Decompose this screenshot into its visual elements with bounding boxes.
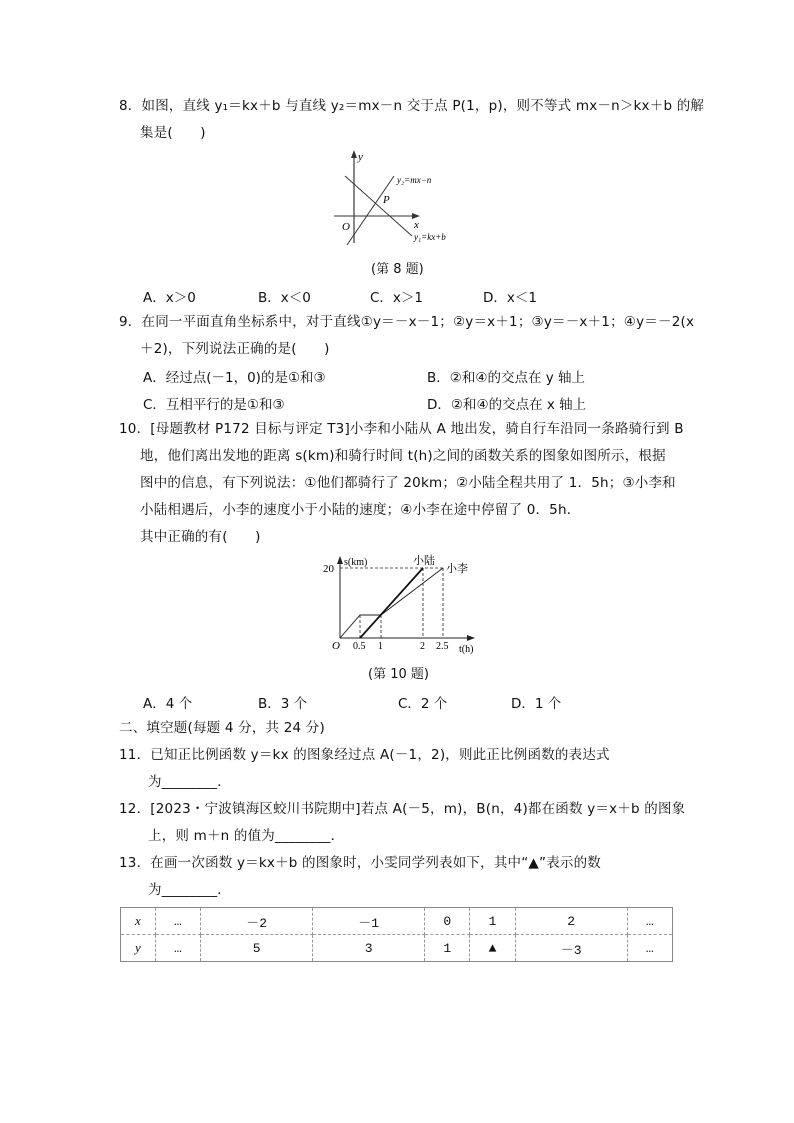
q13-value-table [120,907,673,962]
q8-origin-label: O [342,221,350,233]
q10-x-tick-2.5: 2.5 [436,641,449,652]
table-row-y [121,935,673,962]
q10-option-c[interactable]: C．2 个 [398,696,448,712]
q10-stem-line3: 图中的信息，有下列说法：①他们都骑行了 20km；②小陆全程共用了 1．5h；③小李和 [140,475,676,491]
q10-series-lu-label: 小陆 [413,554,435,567]
q10-y-tick-20: 20 [323,563,334,575]
q10-figure-caption: (第 10 题) [368,667,429,682]
q10-x-tick-2: 2 [420,641,425,652]
q13-stem-line1: 13．在画一次函数 y＝kx＋b 的图象时，小雯同学列表如下，其中“▲”表示的数 [119,855,601,871]
table-cell: … [155,908,200,935]
table-cell: －3 [515,935,627,962]
triangle-placeholder-icon: ▲ [470,935,515,962]
q11-stem-line1: 11．已知正比例函数 y＝kx 的图象经过点 A(－1，2)，则此正比例函数的表达式 [119,747,610,763]
q12-stem-line2: 上，则 m＋n 的值为________． [148,828,345,844]
table-cell: －2 [201,908,313,935]
q9-option-a[interactable]: A．经过点(－1，0)的是①和③ [143,370,326,386]
q8-y-axis-label: y [358,151,363,163]
q9-stem-line2: ＋2)，下列说法正确的是( ) [140,341,330,357]
q10-stem-line4: 小陆相遇后，小李的速度小于小陆的速度；④小李在途中停留了 0．5h． [140,502,581,518]
q9-option-d[interactable]: D．②和④的交点在 x 轴上 [427,397,587,413]
table-cell: y [121,935,156,962]
q10-option-a[interactable]: A．4 个 [143,696,193,712]
q9-option-c[interactable]: C．互相平行的是①和③ [143,397,285,413]
table-cell: 0 [425,908,470,935]
q10-x-tick-0.5: 0.5 [353,641,366,652]
q8-option-a[interactable]: A．x＞0 [143,290,196,306]
table-cell: 1 [470,908,515,935]
q8-figure-caption: (第 8 题) [371,262,424,277]
q8-figure [330,148,470,248]
q12-stem-line1: 12．[2023・宁波镇海区蛟川书院期中]若点 A(－5，m)，B(n，4)都在函数 y＝x＋b 的图象 [119,801,686,817]
q10-option-b[interactable]: B．3 个 [258,696,308,712]
q8-option-d[interactable]: D．x＜1 [483,290,537,306]
q8-line2-label: y₂=mx−n [397,175,432,185]
table-cell: 2 [515,908,627,935]
table-cell: 5 [201,935,313,962]
table-cell: … [627,908,672,935]
section-2-title: 二、填空题(每题 4 分，共 24 分) [119,720,325,736]
q8-option-b[interactable]: B．x＜0 [258,290,311,306]
q10-series-li-label: 小李 [446,562,468,575]
table-cell: … [155,935,200,962]
q13-stem-line2: 为________． [148,882,231,898]
table-cell: －1 [313,908,425,935]
q9-stem-line1: 9．在同一平面直角坐标系中，对于直线①y＝－x－1；②y＝x＋1；③y＝－x＋1；④y＝－2(x [119,314,695,330]
q10-stem-line2: 地，他们离出发地的距离 s(km)和骑行时间 t(h)之间的函数关系的图象如图所示，根据 [140,448,666,464]
table-row-x [121,908,673,935]
q8-stem-line2: 集是( ) [140,125,206,141]
q10-y-axis-label: s(km) [344,557,368,568]
q10-figure [315,552,485,657]
q8-x-axis-label: x [414,219,419,231]
table-cell: … [627,935,672,962]
q10-x-tick-1: 1 [378,641,383,652]
q8-line1-label: y₁=kx+b [414,232,446,242]
q11-stem-line2: 为________． [148,774,231,790]
table-cell: x [121,908,156,935]
q10-stem-line5: 其中正确的有( ) [140,529,261,545]
q8-stem-line1: 8．如图，直线 y₁＝kx＋b 与直线 y₂＝mx－n 交于点 P(1，p)，则不等式 mx－n＞kx＋b 的解 [119,98,705,114]
q8-point-label: P [383,194,390,206]
table-cell: 3 [313,935,425,962]
table-cell: 1 [425,935,470,962]
q10-x-axis-label: t(h) [459,644,474,655]
q9-option-b[interactable]: B．②和④的交点在 y 轴上 [427,370,586,386]
q10-origin-label: O [332,640,340,652]
q10-option-d[interactable]: D．1 个 [511,696,562,712]
q8-option-c[interactable]: C．x＞1 [370,290,424,306]
q10-stem-line1: 10．[母题教材 P172 目标与评定 T3]小李和小陆从 A 地出发，骑自行车沿同一条路骑行到 B [119,421,684,437]
